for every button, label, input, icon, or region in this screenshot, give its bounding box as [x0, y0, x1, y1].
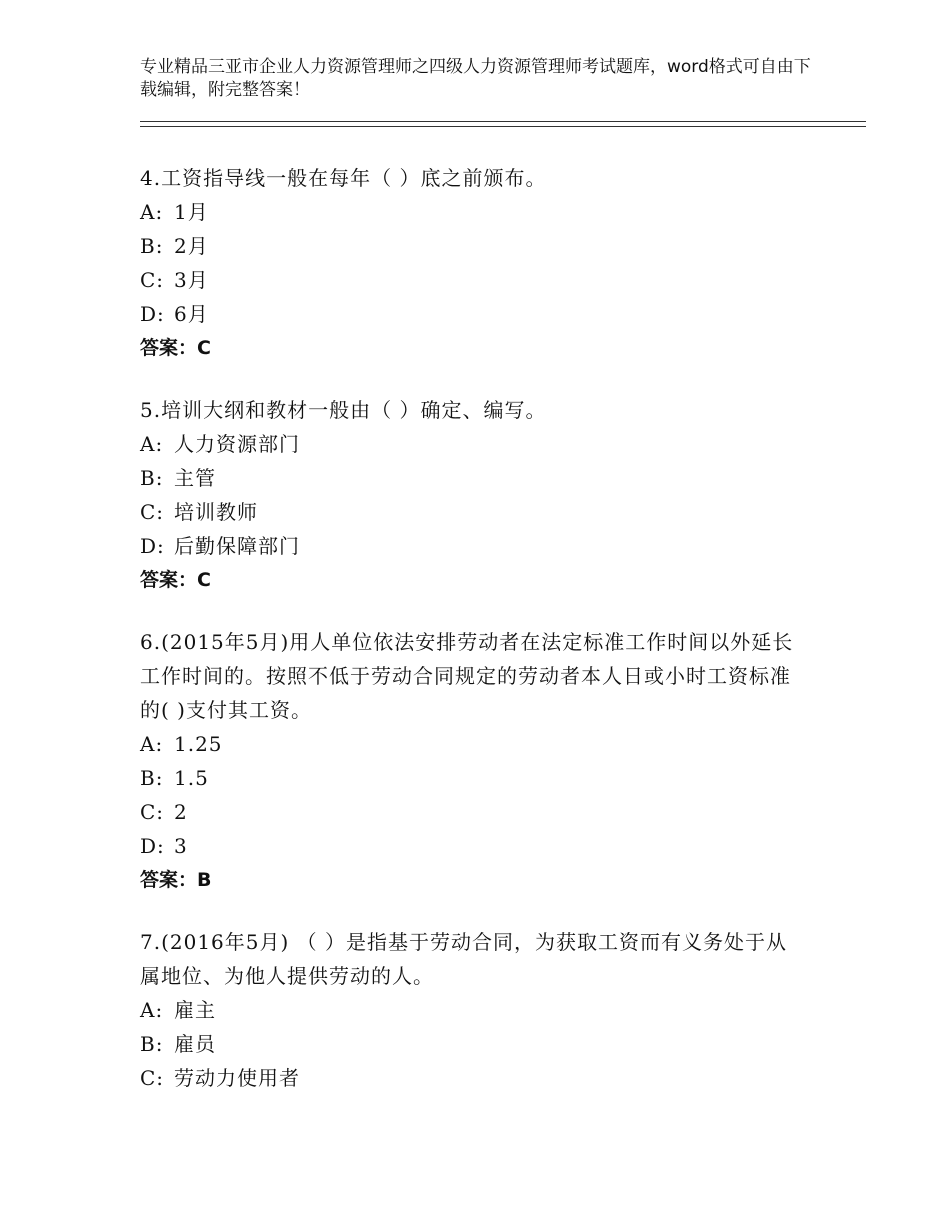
option-c [140, 1061, 800, 1095]
option-text: 雇主 [174, 998, 216, 1022]
option-key: C: [140, 268, 165, 292]
option-text: 3月 [174, 268, 209, 292]
question-text: 6.(2015年5月)用人单位依法安排劳动者在法定标准工作时间以外延长工作时间的。按照不低于劳动合同规定的劳动者本人日或小时工资标准的( )支付其工资。 [140, 630, 794, 722]
option-text: 2月 [174, 234, 209, 258]
question-list [140, 161, 800, 1123]
header-divider [140, 121, 866, 127]
option-key: B: [140, 766, 164, 790]
question-text: 7.(2016年5月) （ ）是指基于劳动合同，为获取工资而有义务处于从属地位、为他人提供劳动的人。 [140, 930, 788, 988]
question-text: 4.工资指导线一般在每年（ ）底之前颁布。 [140, 166, 547, 190]
option-c [140, 795, 800, 829]
option-key: A: [140, 732, 164, 756]
option-d [140, 297, 800, 331]
document-header: 专业精品三亚市企业人力资源管理师之四级人力资源管理师考试题库，word格式可自由下载编辑，附完整答案！ [140, 57, 811, 100]
option-c [140, 495, 800, 529]
answer-label: 答案：C [140, 337, 211, 359]
answer-label: 答案：B [140, 869, 212, 891]
option-key: B: [140, 1032, 164, 1056]
option-a [140, 727, 800, 761]
option-text: 后勤保障部门 [174, 534, 300, 558]
option-text: 劳动力使用者 [174, 1066, 300, 1090]
option-a [140, 993, 800, 1027]
option-c [140, 263, 800, 297]
option-a [140, 427, 800, 461]
option-text: 1月 [174, 200, 209, 224]
option-b [140, 229, 800, 263]
option-b [140, 1027, 800, 1061]
option-key: C: [140, 1066, 165, 1090]
option-text: 6月 [174, 302, 209, 326]
option-key: D: [140, 834, 165, 858]
option-key: A: [140, 200, 164, 224]
option-key: B: [140, 466, 164, 490]
option-key: D: [140, 302, 165, 326]
option-key: C: [140, 800, 165, 824]
option-b [140, 461, 800, 495]
option-key: A: [140, 998, 164, 1022]
option-a [140, 195, 800, 229]
option-text: 1.5 [174, 766, 209, 790]
option-key: A: [140, 432, 164, 456]
option-key: C: [140, 500, 165, 524]
option-text: 2 [174, 800, 188, 824]
question-4 [140, 161, 800, 365]
option-text: 3 [174, 834, 188, 858]
option-text: 主管 [174, 466, 216, 490]
question-text: 5.培训大纲和教材一般由（ ）确定、编写。 [140, 398, 547, 422]
question-6 [140, 625, 800, 897]
option-b [140, 761, 800, 795]
option-text: 人力资源部门 [174, 432, 300, 456]
option-d [140, 529, 800, 563]
question-5 [140, 393, 800, 597]
option-text: 培训教师 [174, 500, 258, 524]
option-key: D: [140, 534, 165, 558]
option-text: 1.25 [174, 732, 223, 756]
answer-label: 答案：C [140, 569, 211, 591]
option-text: 雇员 [174, 1032, 216, 1056]
option-key: B: [140, 234, 164, 258]
option-d [140, 829, 800, 863]
question-7 [140, 925, 800, 1095]
